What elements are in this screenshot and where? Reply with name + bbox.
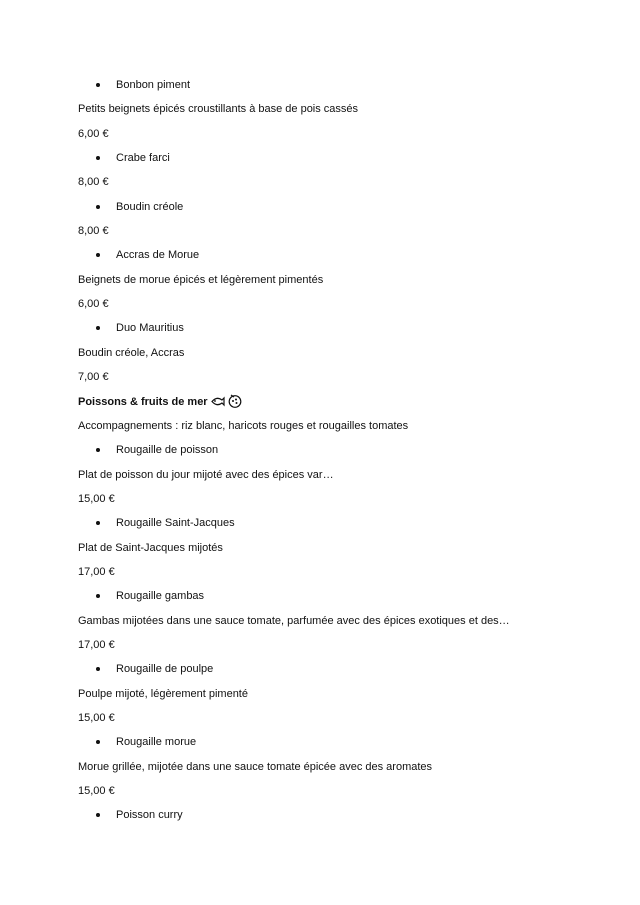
menu-item-price: 17,00 € (78, 565, 115, 578)
bullet-list-item (78, 589, 598, 613)
menu-item-name: Rougaille morue (116, 736, 197, 749)
paragraph (78, 784, 598, 808)
menu-item-description: Plat de Saint-Jacques mijotés (78, 541, 223, 554)
paragraph (78, 565, 598, 589)
menu-item-price: 15,00 € (78, 711, 115, 724)
menu-item-name: Crabe farci (116, 152, 170, 165)
menu-document (78, 78, 598, 833)
bullet-list-item (78, 321, 598, 345)
menu-item-price: 8,00 € (78, 225, 109, 238)
paragraph (78, 175, 598, 199)
menu-item-name: Rougaille gambas (116, 590, 205, 603)
paragraph (78, 638, 598, 662)
bullet-list-item (78, 516, 598, 540)
paragraph (78, 273, 598, 297)
menu-item-price: 6,00 € (78, 127, 109, 140)
menu-item-price: 15,00 € (78, 784, 115, 797)
fish-icon (211, 395, 225, 412)
bullet-list-item (78, 151, 598, 175)
paragraph (78, 346, 598, 370)
menu-item-price: 8,00 € (78, 176, 109, 189)
paragraph (78, 468, 598, 492)
paragraph (78, 492, 598, 516)
paragraph (78, 127, 598, 151)
menu-item-price: 6,00 € (78, 298, 109, 311)
menu-item-name: Rougaille de poisson (116, 444, 219, 457)
menu-item-name: Boudin créole (116, 200, 184, 213)
menu-item-name: Accras de Morue (116, 249, 200, 262)
bullet-icon (96, 594, 100, 598)
bullet-icon (96, 740, 100, 744)
bullet-list-item (78, 78, 598, 102)
paragraph (78, 224, 598, 248)
paragraph (78, 394, 598, 418)
bullet-icon (96, 667, 100, 671)
bullet-list-item (78, 808, 598, 832)
bullet-icon (96, 205, 100, 209)
menu-item-description: Beignets de morue épicés et légèrement pimentés (78, 273, 324, 286)
menu-item-name: Poisson curry (116, 809, 183, 822)
section-heading: Poissons & fruits de mer (78, 396, 208, 409)
paragraph (78, 711, 598, 735)
menu-item-description: Plat de poisson du jour mijoté avec des épices var… (78, 468, 334, 481)
paella-pan-icon (228, 394, 242, 412)
menu-item-name: Bonbon piment (116, 79, 190, 91)
bullet-icon (96, 83, 100, 87)
menu-item-description: Petits beignets épicés croustillants à base de pois cassés (78, 103, 359, 116)
bullet-list-item (78, 443, 598, 467)
menu-item-price: 7,00 € (78, 371, 109, 384)
menu-item-description: Boudin créole, Accras (78, 346, 185, 359)
menu-item-name: Duo Mauritius (116, 322, 184, 335)
paragraph (78, 614, 598, 638)
menu-item-description: Gambas mijotées dans une sauce tomate, parfumée avec des épices exotiques et des… (78, 614, 510, 627)
menu-item-description: Poulpe mijoté, légèrement pimenté (78, 687, 248, 700)
menu-item-description: Morue grillée, mijotée dans une sauce tomate épicée avec des aromates (78, 760, 433, 773)
bullet-list-item (78, 735, 598, 759)
bullet-icon (96, 448, 100, 452)
paragraph (78, 687, 598, 711)
bullet-list-item (78, 248, 598, 272)
paragraph (78, 760, 598, 784)
bullet-icon (96, 326, 100, 330)
bullet-icon (96, 253, 100, 257)
paragraph (78, 297, 598, 321)
paragraph (78, 541, 598, 565)
bullet-list-item (78, 662, 598, 686)
bullet-icon (96, 813, 100, 817)
menu-item-name: Rougaille Saint-Jacques (116, 517, 235, 530)
paragraph (78, 102, 598, 126)
bullet-icon (96, 521, 100, 525)
menu-item-price: 17,00 € (78, 638, 115, 651)
paragraph (78, 370, 598, 394)
bullet-icon (96, 156, 100, 160)
paragraph (78, 419, 598, 443)
menu-item-description: Accompagnements : riz blanc, haricots rouges et rougailles tomates (78, 419, 409, 432)
menu-item-price: 15,00 € (78, 492, 115, 505)
menu-item-name: Rougaille de poulpe (116, 663, 214, 676)
bullet-list-item (78, 200, 598, 224)
